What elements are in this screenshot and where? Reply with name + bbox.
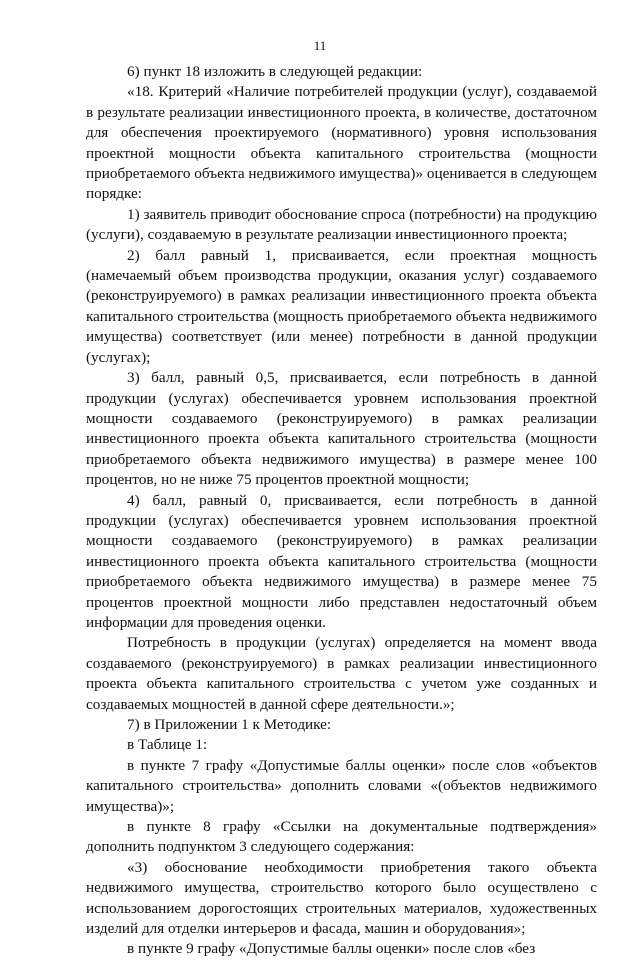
paragraph-subitem-1: 1) заявитель приводит обоснование спроса (потребности) на продукцию (услуги), создаваемую в результате реализации инвестиционного проекта; [86,205,597,244]
paragraph-subitem-3: 3) балл, равный 0,5, присваивается, если потребность в данной продукции (услугах) обеспечивается уровнем использования проектной мощности создаваемого (реконструируемого) в рамках реализации инвестиционного проекта объекта капитального строительства (мощности приобретаемого объекта недвижимого имущества) в размере менее 100 процентов, но не ниже 75 процентов проектной мощности; [86,369,597,489]
page-number: 11 [313,38,327,53]
paragraph-demand-definition: Потребность в продукции (услугах) определяется на момент ввода создаваемого (реконструируемого) в рамках реализации инвестиционного проекта объекта капитального строительства с учетом уже созданных и создаваемых мощностей в данной сфере деятельности.»; [86,634,597,713]
paragraph-subpoint-3: «3) обоснование необходимости приобретения такого объекта недвижимого имущества, строительство которого было осуществлено с использованием дорогостоящих строительных материалов, художественных изделий для отделки интерьеров и фасада, машин и оборудования»; [86,858,597,938]
document-body [86,62,597,960]
paragraph-table-point-9: в пункте 9 графу «Допустимые баллы оценки» после слов «без [127,940,536,958]
paragraph-point-18: «18. Критерий «Наличие потребителей продукции (услуг), создаваемой в результате реализации инвестиционного проекта, в количестве, достаточном для обеспечения проектируемого (нормативного) уровня использования проектной мощности объекта капитального строительства (мощности приобретаемого объекта недвижимого имущества)» оценивается в следующем порядке: [86,83,597,203]
paragraph-table-point-8: в пункте 8 графу «Ссылки на документальные подтверждения» дополнить подпунктом 3 следующего содержания: [86,818,597,856]
paragraph-item-6: 6) пункт 18 изложить в следующей редакции: [127,63,423,80]
paragraph-subitem-4: 4) балл, равный 0, присваивается, если потребность в данной продукции (услугах) обеспечивается уровнем использования проектной мощности создаваемого (реконструируемого) в рамках реализации инвестиционного проекта объекта капитального строительства (мощности приобретаемого объекта недвижимого имущества) в размере менее 75 процентов проектной мощности либо представлен недостаточный объем информации для проведения оценки. [86,491,597,631]
paragraph-table-1: в Таблице 1: [127,736,208,754]
paragraph-subitem-2: 2) балл равный 1, присваивается, если проектная мощность (намечаемый объем производства продукции, оказания услуг) создаваемого (реконструируемого) в рамках реализации инвестиционного проекта объекта капитального строительства (мощность приобретаемого объекта недвижимого имущества) соответствует (или менее) потребности в данной продукции (услугах); [86,246,597,366]
paragraph-table-point-7: в пункте 7 графу «Допустимые баллы оценки» после слов «объектов капитального строительства» дополнить словами «(объектов недвижимого имущества)»; [86,756,597,815]
paragraph-item-7: 7) в Приложении 1 к Методике: [127,716,332,733]
